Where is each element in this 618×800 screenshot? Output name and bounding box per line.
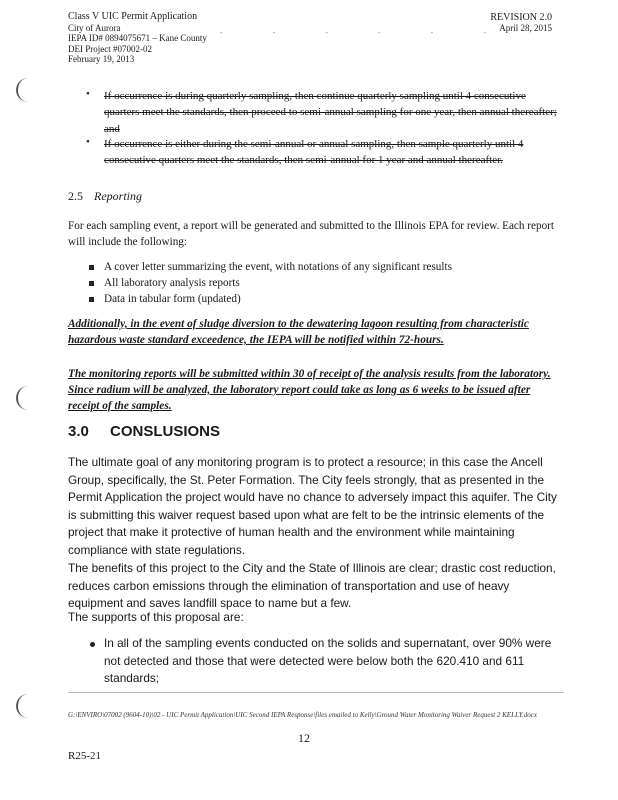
bates-stamp: R25-21 (68, 750, 101, 762)
inserted-text-notification: Additionally, in the event of sludge diversion to the dewatering lagoon resulting from characteristic hazardous waste standard exceedence, the IEPA will be notified within 72-hours. (68, 318, 529, 346)
binder-hole-mark (16, 78, 36, 102)
struck-bullet-text: If occurrence is either during the semi-annual or annual sampling, then sample quarterly until 4 consecutive quarters meet the standards, then semi-annual for 1 year and annual thereafter. (104, 138, 524, 167)
list-item: Data in tabular form (updated) (104, 293, 241, 305)
conclusions-paragraph-3: The supports of this proposal are: (68, 610, 244, 624)
header-left (68, 12, 207, 65)
header-right (490, 12, 552, 34)
list-bullet (89, 265, 94, 270)
header-revision: REVISION 2.0 (490, 12, 552, 23)
footer-file-path: G:\ENVIRO\07002 (9604-10)\02 - UIC Permit Application\UIC Second IEPA Response\files emailed to Kelly\Ground Water Monitoring Waiver Request 2 KELLY.docx (68, 711, 537, 719)
header-dashes: - - - - - - (220, 28, 510, 37)
reporting-intro: For each sampling event, a report will be generated and submitted to the Illinois EPA for review. Each report will include the following: (68, 220, 554, 249)
header-project: DEI Project #07002-02 (68, 43, 152, 54)
conclusions-paragraph-1: The ultimate goal of any monitoring program is to protect a resource; in this case the Ancell Group, specifically, the St. Peter Formation. The City feels strongly, that as presented in the Permit Application the project would have no chance to adversely impact this aquifer. The City is submitting this waiver request based upon what are felt to be the intrinsic elements of the project that make it protective of human health and the environment while maintaining compliance with state regulations. (68, 455, 557, 557)
binder-hole-mark (16, 386, 36, 410)
inserted-text-reporting-timeline: The monitoring reports will be submitted within 30 of receipt of the analysis results from the laboratory. Since radium will be analyzed, the laboratory report could take as long as 6 weeks to be issued after receipt of the samples. (68, 368, 551, 412)
list-bullet (90, 642, 95, 647)
header-iepa-id: IEPA ID# 0894075671 – Kane County (68, 33, 207, 43)
binder-hole-mark (16, 694, 36, 718)
struck-bullet-marker: • (86, 88, 90, 100)
page-number: 12 (298, 731, 310, 745)
section-title: Reporting (94, 189, 142, 203)
list-bullet (89, 281, 94, 286)
list-bullet (89, 297, 94, 302)
section-heading-conclusions (68, 423, 220, 440)
section-title: CONSLUSIONS (110, 423, 221, 440)
section-number: 2.5 (68, 189, 83, 203)
header-date: February 19, 2013 (68, 54, 135, 64)
struck-bullet-marker: • (86, 136, 90, 148)
struck-bullet-text: If occurrence is during quarterly sampling, then continue quarterly sampling until 4 consecutive quarters meet the standards, then proceed to semi-annual sampling for one year, then annual thereafter; and (104, 90, 557, 135)
header-title: Class V UIC Permit Application (68, 11, 198, 22)
list-item: All laboratory analysis reports (104, 277, 240, 289)
conclusions-paragraph-2: The benefits of this project to the City and the State of Illinois are clear; drastic cost reduction, reduces carbon emissions through the elimination of transportation and use of heavy equipment and saves landfill space to name but a few. (68, 561, 556, 610)
footer-rule (68, 692, 564, 693)
header-revision-date: April 28, 2015 (499, 23, 552, 33)
section-heading-reporting (68, 189, 142, 204)
header-city: City of Aurora (68, 22, 121, 33)
support-item: In all of the sampling events conducted on the solids and supernatant, over 90% were not detected and those that were detected were below both the 620.410 and 611 standards; (104, 636, 552, 685)
section-number: 3.0 (68, 423, 89, 440)
list-item: A cover letter summarizing the event, with notations of any significant results (104, 261, 452, 273)
